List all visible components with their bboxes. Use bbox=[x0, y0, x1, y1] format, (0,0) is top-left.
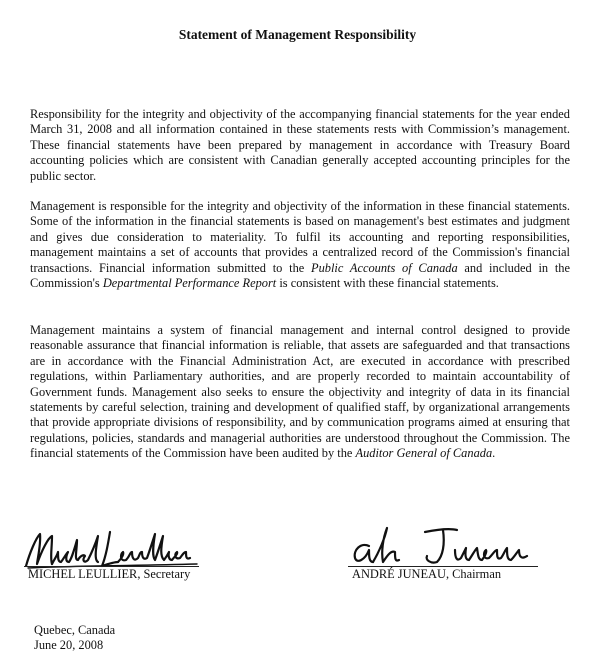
paragraph-responsibility bbox=[30, 107, 570, 184]
handwritten-signature-icon bbox=[345, 520, 555, 568]
italic-title-text: Auditor General of Canada bbox=[355, 446, 493, 461]
paragraph-text: is consistent with these financial statements. bbox=[276, 276, 499, 291]
date: June 20, 2008 bbox=[34, 638, 104, 652]
signature-chairman bbox=[345, 520, 555, 568]
italic-title-text: Public Accounts of Canada bbox=[311, 260, 458, 275]
paragraph-management bbox=[30, 199, 570, 291]
secretary-name-line: MICHEL LEULLIER, Secretary bbox=[28, 567, 191, 581]
paragraph-internal-control bbox=[30, 323, 570, 462]
handwritten-signature-icon bbox=[22, 522, 222, 572]
paragraph-text: and included in the Commission's bbox=[30, 260, 570, 291]
signature-secretary bbox=[22, 522, 222, 572]
place-and-date bbox=[34, 623, 115, 653]
italic-title-text: Departmental Performance Report bbox=[102, 276, 277, 291]
place: Quebec, Canada bbox=[34, 623, 116, 637]
paragraph-text: Management is responsible for the integrity and objectivity of the information in these financial statements. Some of the information in the financial statements is based on management's best estimates and judgment and gives due consideration to materiality. To fulfil its accounting and reporting responsibilities, management maintains a set of accounts that provides a centralized record of the Commission's financial transactions. Financial information submitted to the bbox=[30, 199, 570, 275]
paragraph-text: Responsibility for the integrity and objectivity of the accompanying financial statements for the year ended March 31, 2008 and all information contained in these statements rests with Commission’s management. These financial statements have been prepared by management in accordance with Treasury Board accounting policies which are consistent with Canadian generally accepted accounting principles for the public sector. bbox=[30, 107, 570, 183]
paragraph-text: . bbox=[492, 446, 496, 461]
page-title: Statement of Management Responsibility bbox=[178, 27, 417, 42]
chairman-name-line: ANDRÉ JUNEAU, Chairman bbox=[352, 567, 502, 581]
paragraph-text: Management maintains a system of financial management and internal control designed to provide reasonable assurance that financial information is reliable, that assets are safeguarded and that transactions are in accordance with the Financial Administration Act, are executed in accordance with prescribed regulations, within Parliamentary authorities, and are properly recorded to maintain accountability of Government funds. Management also seeks to ensure the objectivity and integrity of data in its financial statements by careful selection, training and development of qualified staff, by organizational arrangements that provide appropriate divisions of responsibility, and by communication programs aimed at ensuring that regulations, policies, standards and managerial authorities are understood throughout the Commission. The financial statements of the Commission have been audited by the bbox=[30, 323, 570, 461]
